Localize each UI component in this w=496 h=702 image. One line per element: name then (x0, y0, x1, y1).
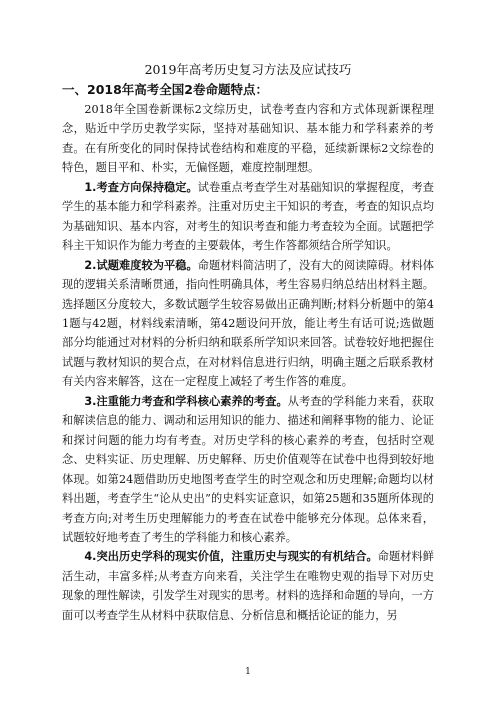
point-paragraph-3 (62, 392, 434, 548)
point-text-1: 试卷重点考查学生对基础知识的掌握程度，考查学生的基本能力和学科素养。注重对历史主干知识的考查，考查的知识点均为基础知识、基本内容，对考生的知识考查和能力考查较为全面。试题把学科主干知识作为能力考查的主要载体，考生作答都须结合所学知识。 (62, 180, 434, 253)
intro-paragraph: 2018年全国卷新课标2文综历史，试卷考查内容和方式体现新课程理念，贴近中学历史教学实际，坚持对基础知识、基本能力和学科素养的考查。在有所变化的同时保持试卷结构和难度的平稳，延续新课标2文综卷的特色，题目平和、朴实，无偏怪题，难度控制理想。 (62, 103, 434, 175)
document-title: 2019年高考历史复习方法及应试技巧 (144, 62, 352, 77)
point-text-3: 从考查的学科能力来看，获取和解读信息的能力、调动和运用知识的能力、描述和阐释事物的能力、论证和探讨问题的能力均有考查。对历史学科的核心素养的考查，包括时空观念、史料实证、历史理解、历史解释、历史价值观等在试卷中也得到较好地体现。如第24题借助历史地图考查学生的时空观念和历史理解;命题均以材料出题，考查学生“论从史出”的史料实证意识，如第25题和35题所体现的考查方向;对考生历史理解能力的考查在试卷中能够充分体现。总体来看，试题较好地考查了考生的学科能力和核心素养。 (62, 394, 434, 544)
point-lead-2: 2.试题难度较为平稳。 (84, 258, 198, 272)
document-page (62, 60, 434, 625)
point-lead-1: 1.考查方向保持稳定。 (84, 180, 198, 194)
point-paragraph-2 (62, 256, 434, 392)
point-lead-3: 3.注重能力考查和学科核心素养的考查。 (84, 394, 288, 408)
page-number: 1 (245, 667, 251, 677)
section-heading: 一、2018年高考全国2卷命题特点： (62, 82, 268, 97)
point-paragraph-4 (62, 547, 434, 625)
point-text-2: 命题材料简洁明了，没有大的阅读障碍。材料体现的逻辑关系清晰贯通，指向性明确具体，考生容易归纳总结出材料主题。选择题区分度较大，多数试题学生较容易做出正确判断;材料分析题中的第41题与42题，材料线索清晰，第42题设问开放，能让考生有话可说;选做题部分均能通过对材料的分析归纳和联系所学知识来回答。试卷较好地把握住试题与教材知识的契合点，在对材料信息进行归纳，明确主题之后联系教材有关内容来解答，这在一定程度上减轻了考生作答的难度。 (62, 258, 434, 389)
point-lead-4: 4.突出历史学科的现实价值，注重历史与现实的有机结合。 (84, 550, 378, 564)
point-paragraph-1 (62, 178, 434, 256)
point-text-4: 命题材料鲜活生动，丰富多样;从考查方向来看，关注学生在唯物史观的指导下对历史现象的理性解读，引发学生对现实的思考。材料的选择和命题的导向，一方面可以考查学生从材料中获取信息、分析信息和概括论证的能力，另 (62, 550, 434, 622)
